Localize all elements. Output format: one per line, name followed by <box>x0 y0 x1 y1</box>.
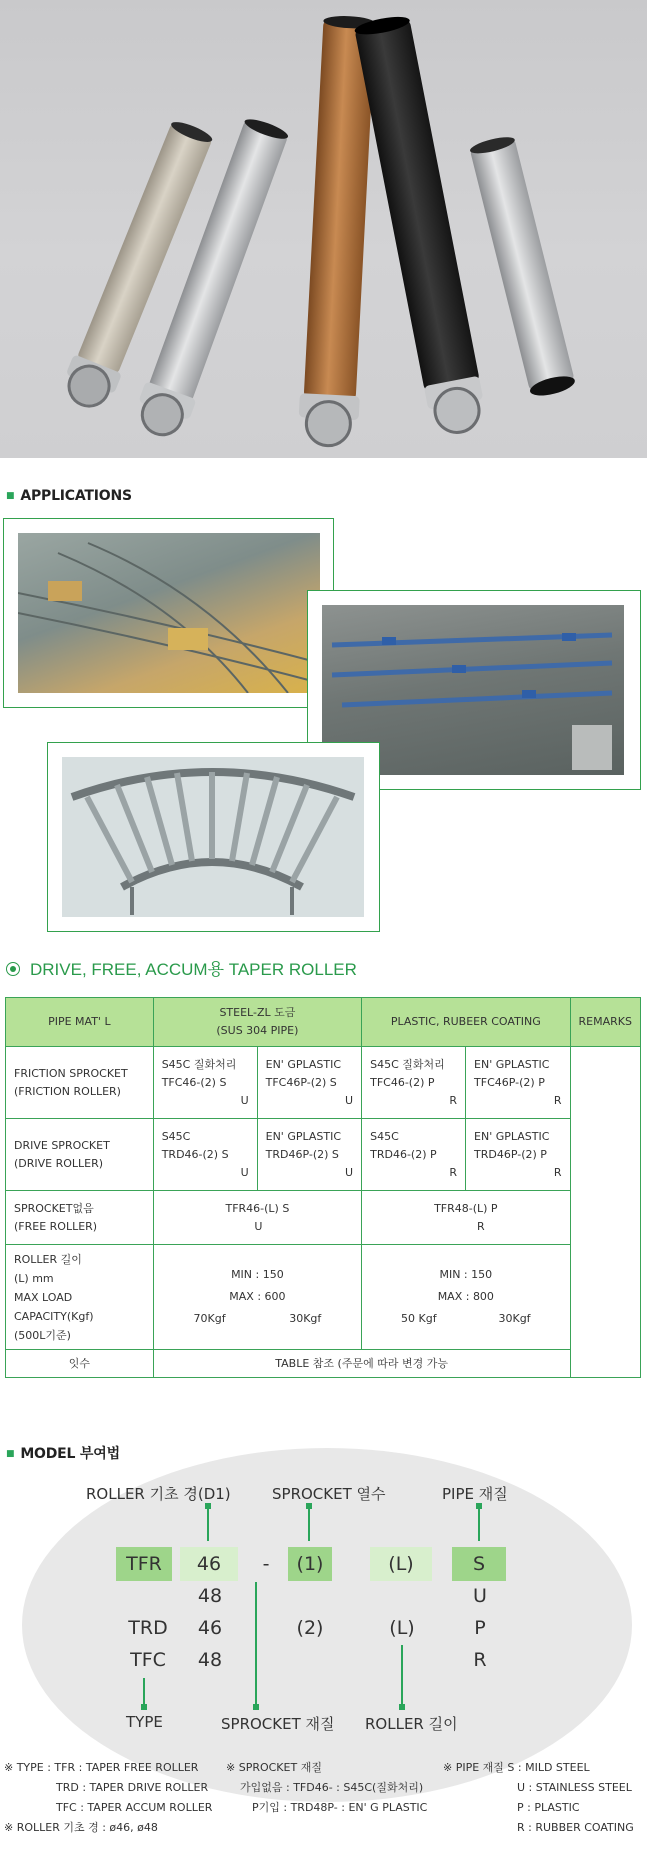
code-diameter-box: 46 <box>180 1547 238 1581</box>
option-pipe-u: U <box>473 1585 487 1607</box>
option-pipe-r: R <box>473 1649 487 1671</box>
cell-free-steel: TFR46-(L) S U <box>153 1191 361 1245</box>
conveyor-photo <box>18 533 320 693</box>
notes-sprocket: ※ SPROCKET 재질 가입없음 : TFD46- : S45C(질화처리) P기입 : TRD48P- : EN' G PLASTIC <box>226 1761 428 1814</box>
connector-line-length <box>401 1645 403 1706</box>
option-rows-2: (2) <box>296 1617 324 1639</box>
connector-line-diameter <box>207 1505 209 1541</box>
label-pipe-material: PIPE 재질 <box>442 1485 508 1503</box>
connector-line-pipe <box>478 1505 480 1541</box>
option-diameter-46: 46 <box>197 1617 223 1639</box>
header-plastic: PLASTIC, RUBEER COATING <box>362 998 570 1047</box>
cell-drive-4: EN' GPLASTIC TRD46P-(2) P R <box>466 1119 570 1191</box>
curved-conveyor-photo <box>62 757 364 917</box>
option-type-tfc: TFC <box>130 1649 166 1671</box>
notes-type: ※ TYPE : TFR : TAPER FREE ROLLER TRD : TAPER DRIVE ROLLER TFC : TAPER ACCUM ROLLER ※ ROLLER 기초 경 : ø46, ø48 <box>4 1761 213 1834</box>
table-row-length <box>6 1245 641 1350</box>
cell-pitch-value: TABLE 참조 (주문에 따라 변경 가능 <box>153 1350 570 1378</box>
label-type: TYPE <box>126 1713 163 1731</box>
code-type-box: TFR <box>116 1547 172 1581</box>
rollers-illustration <box>0 0 647 458</box>
taper-roller-spec-table <box>5 997 641 1378</box>
cell-drive-2: EN' GPLASTIC TRD46P-(2) S U <box>257 1119 361 1191</box>
code-length-box: (L) <box>370 1547 432 1581</box>
applications-heading: ■ APPLICATIONS <box>6 488 132 504</box>
connector-dot <box>253 1704 259 1710</box>
connector-line-type <box>143 1678 145 1706</box>
application-photo-3 <box>47 742 380 932</box>
roller-silver-right <box>469 134 577 399</box>
table-row-pitch <box>6 1350 641 1378</box>
option-length-l: (L) <box>389 1617 415 1639</box>
header-remarks: REMARKS <box>570 998 640 1047</box>
table-row-free <box>6 1191 641 1245</box>
table-row-friction <box>6 1047 641 1119</box>
application-photo-1 <box>3 518 334 708</box>
cell-free-plastic: TFR48-(L) P R <box>362 1191 570 1245</box>
taper-rollers-photo <box>0 0 647 458</box>
radio-dot-icon <box>6 962 20 976</box>
row-label-drive: DRIVE SPROCKET (DRIVE ROLLER) <box>6 1119 154 1191</box>
table-row-drive <box>6 1119 641 1191</box>
row-label-length: ROLLER 길이 (L) mm MAX LOAD CAPACITY(Kgf) (500L기준) <box>6 1245 154 1350</box>
cell-friction-3: S45C 질화처리 TFC46-(2) P R <box>362 1047 466 1119</box>
roller-black <box>353 13 488 437</box>
conveyor-lines <box>18 533 320 693</box>
row-label-free: SPROCKET없음 (FREE ROLLER) <box>6 1191 154 1245</box>
connector-dot <box>141 1704 147 1710</box>
table-header-row <box>6 998 641 1047</box>
cell-friction-2: EN' GPLASTIC TFC46P-(2) S U <box>257 1047 361 1119</box>
taper-roller-title: DRIVE, FREE, ACCUM용 TAPER ROLLER <box>6 955 357 980</box>
option-type-trd: TRD <box>128 1617 168 1639</box>
cell-friction-4: EN' GPLASTIC TFC46P-(2) P R <box>466 1047 570 1119</box>
model-heading: ■ MODEL 부여법 <box>6 1446 120 1462</box>
label-roller-length: ROLLER 길이 <box>365 1715 458 1733</box>
header-steel: STEEL-ZL 도금 (SUS 304 PIPE) <box>153 998 361 1047</box>
cell-friction-1: S45C 질화처리 TFC46-(2) S U <box>153 1047 257 1119</box>
label-sprocket-material: SPROCKET 재질 <box>221 1715 335 1733</box>
row-label-friction: FRICTION SPROCKET (FRICTION ROLLER) <box>6 1047 154 1119</box>
label-roller-diameter: ROLLER 기초 경(D1) <box>86 1485 231 1503</box>
bullet-dot-icon: ■ <box>6 1449 15 1459</box>
notes-pipe: ※ PIPE 재질 S : MILD STEEL U : STAINLESS STEEL P : PLASTIC R : RUBBER COATING <box>443 1761 634 1834</box>
cell-drive-3: S45C TRD46-(2) P R <box>362 1119 466 1191</box>
option-diameter-48b: 48 <box>197 1649 223 1671</box>
code-dash: - <box>262 1553 270 1575</box>
code-rows-box: (1) <box>288 1547 332 1581</box>
row-label-pitch: 잇수 <box>6 1350 154 1378</box>
cell-length-steel: MIN : 150 MAX : 600 70Kgf 30Kgf <box>153 1245 361 1350</box>
option-pipe-p: P <box>474 1617 486 1639</box>
remarks-cell <box>570 1047 640 1378</box>
header-pipe-mat: PIPE MAT' L <box>6 998 154 1047</box>
cell-drive-1: S45C TRD46-(2) S U <box>153 1119 257 1191</box>
label-sprocket-rows: SPROCKET 열수 <box>272 1485 386 1503</box>
cell-length-plastic: MIN : 150 MAX : 800 50 Kgf 30Kgf <box>362 1245 570 1350</box>
code-pipe-box: S <box>452 1547 506 1581</box>
option-diameter-48: 48 <box>197 1585 223 1607</box>
connector-dot <box>399 1704 405 1710</box>
bullet-dot-icon: ■ <box>6 491 15 501</box>
curved-conveyor <box>62 757 364 917</box>
connector-line-sprocket <box>255 1582 257 1706</box>
connector-line-rows <box>308 1505 310 1541</box>
